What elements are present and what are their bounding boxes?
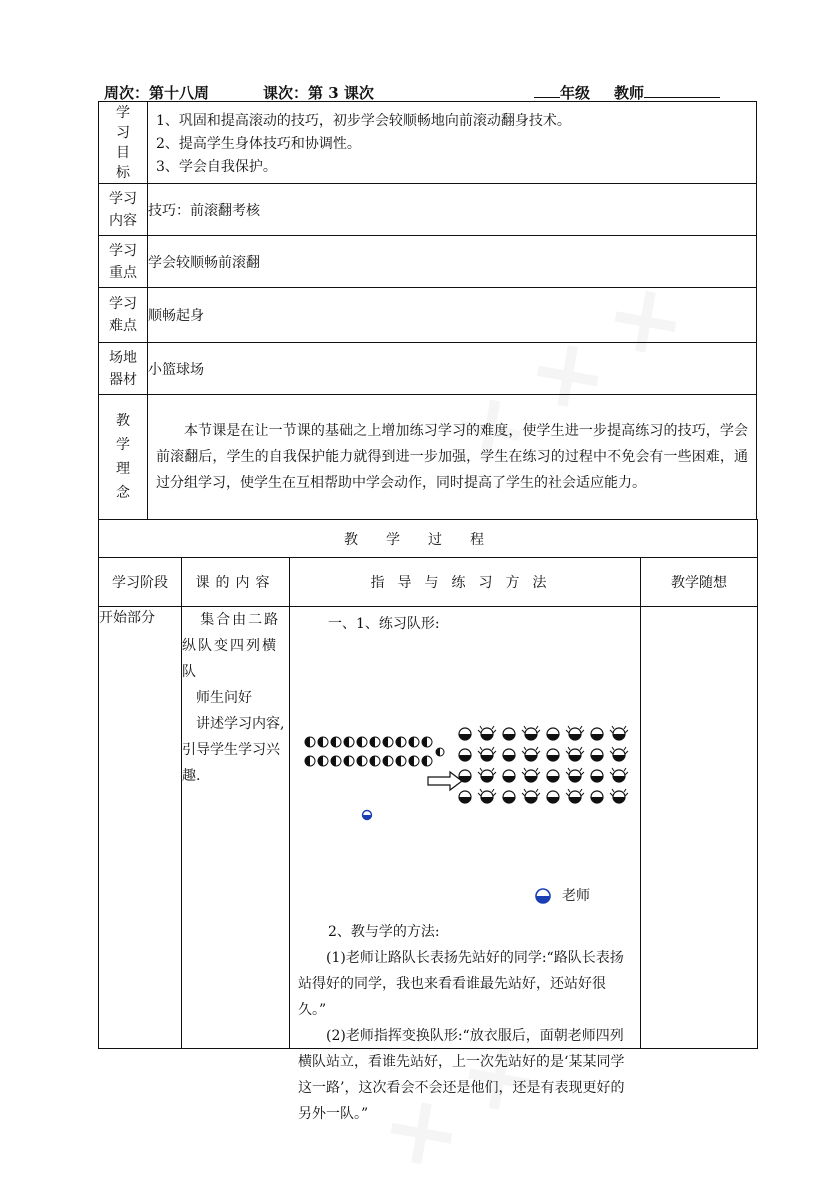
student-marker-fill — [481, 734, 493, 740]
student-marker-fill — [525, 776, 537, 782]
student-marker-fill — [396, 756, 401, 766]
student-marker-fill — [503, 755, 515, 761]
content-line: 集合由二路纵队变四列横队 — [182, 612, 281, 680]
venue-cell: 小篮球场 — [148, 343, 757, 395]
venue-label: 场地器材 — [99, 343, 148, 395]
goals-label: 学习目标 — [99, 102, 148, 184]
student-marker-fill — [481, 776, 493, 782]
goal-line: 3、学会自我保护。 — [156, 159, 277, 175]
lesson-label: 课次：第 3 课次 — [263, 84, 374, 102]
student-marker-fill — [569, 755, 581, 761]
focus-label: 学习重点 — [99, 236, 148, 288]
student-marker-fill — [305, 737, 310, 747]
process-table — [98, 519, 758, 1122]
difficulty-label: 学习难点 — [99, 288, 148, 343]
formation-diagram — [290, 607, 641, 907]
student-marker-fill — [481, 797, 493, 803]
student-marker-fill — [503, 734, 515, 740]
student-marker-fill — [459, 755, 471, 761]
focus-cell: 学会较顺畅前滚翻 — [148, 236, 757, 288]
goals-cell — [148, 102, 757, 184]
student-marker-fill — [591, 755, 603, 761]
student-marker-fill — [525, 755, 537, 761]
method-line-1: 一、1、练习队形: — [328, 616, 440, 632]
difficulty-cell: 顺畅起身 — [148, 288, 757, 343]
student-marker-fill — [422, 737, 427, 747]
student-marker-fill — [547, 797, 559, 803]
grade-label: 年级 — [534, 82, 590, 103]
method-line-2: 2、教与学的方法: — [328, 924, 440, 940]
student-marker-fill — [613, 734, 625, 740]
student-marker-fill — [503, 797, 515, 803]
student-marker-fill — [569, 776, 581, 782]
student-marker-fill — [422, 756, 427, 766]
student-marker-fill — [318, 756, 323, 766]
goal-line: 1、巩固和提高滚动的技巧，初步学会较顺畅地向前滚动翻身技术。 — [156, 113, 571, 129]
student-marker-fill — [383, 756, 388, 766]
student-marker-fill — [547, 776, 559, 782]
header-content: 课的内容 — [182, 558, 290, 607]
method-paragraph-2: (2)老师指挥变换队形:“放衣服后，面朝老师四列横队站立，看谁先站好，上一次先站好的是‘某某同学这一路’，这次看会不会还是他们，还是有表现更好的另外一队。” — [298, 1028, 625, 1122]
week-label: 周次：第十八周 — [104, 84, 210, 102]
student-marker-fill — [613, 797, 625, 803]
student-marker-fill — [569, 797, 581, 803]
student-marker-fill — [547, 755, 559, 761]
student-marker-fill — [344, 756, 349, 766]
philosophy-label: 教学理念 — [99, 395, 148, 520]
student-marker-fill — [305, 756, 310, 766]
student-marker-fill — [591, 734, 603, 740]
teacher-label: 教师 — [614, 82, 720, 103]
student-marker-fill — [409, 737, 414, 747]
student-marker-fill — [409, 756, 414, 766]
student-marker-fill — [370, 737, 375, 747]
student-marker-fill — [370, 756, 375, 766]
teacher-label: 老师 — [562, 888, 590, 904]
student-marker-fill — [547, 734, 559, 740]
student-marker-fill — [591, 776, 603, 782]
student-marker-fill — [331, 737, 336, 747]
notes-cell — [641, 607, 758, 1049]
process-title: 教学过程 — [99, 520, 758, 558]
student-marker-fill — [613, 776, 625, 782]
student-marker-fill — [613, 755, 625, 761]
student-marker-fill — [525, 797, 537, 803]
student-marker-fill — [459, 734, 471, 740]
header-stage: 学习阶段 — [99, 558, 182, 607]
student-marker-fill — [357, 737, 362, 747]
content-line: 讲述学习内容,引导学生学习兴趣. — [182, 716, 285, 784]
header-notes: 教学随想 — [641, 558, 758, 607]
student-marker-fill — [383, 737, 388, 747]
content-label: 学习内容 — [99, 184, 148, 236]
student-marker-fill — [318, 737, 323, 747]
philosophy-cell: 本节课是在让一节课的基础之上增加练习学习的难度，使学生进一步提高练习的技巧，学会前滚翻后，学生的自我保护能力就得到进一步加强，学生在练习的过程中不免会有一些困难，通过分组学习，使学生在互相帮助中学会动作，同时提高了学生的社会适应能力。 — [148, 395, 757, 520]
student-marker-fill — [481, 755, 493, 761]
student-marker-fill — [331, 756, 336, 766]
arrow-shape — [428, 772, 462, 790]
student-marker-fill — [459, 797, 471, 803]
content-cell: 技巧：前滚翻考核 — [148, 184, 757, 236]
student-marker-fill — [591, 797, 603, 803]
header-method: 指导与练习方法 — [290, 558, 641, 607]
student-marker-fill — [569, 734, 581, 740]
info-table — [98, 101, 757, 520]
student-marker-fill — [396, 737, 401, 747]
student-marker-fill — [344, 737, 349, 747]
stage-cell: 开始部分 — [99, 607, 182, 1049]
method-cell — [290, 607, 641, 1122]
content-cell — [182, 607, 290, 1049]
student-marker-fill — [503, 776, 515, 782]
content-line: 师生问好 — [196, 690, 252, 706]
goal-line: 2、提高学生身体技巧和协调性。 — [156, 136, 361, 152]
student-marker-fill — [525, 734, 537, 740]
student-marker-fill — [357, 756, 362, 766]
method-paragraph-1: (1)老师让路队长表扬先站好的同学:“路队长表扬站得好的同学，我也来看看谁最先站好，还站好很久。” — [298, 950, 624, 1018]
